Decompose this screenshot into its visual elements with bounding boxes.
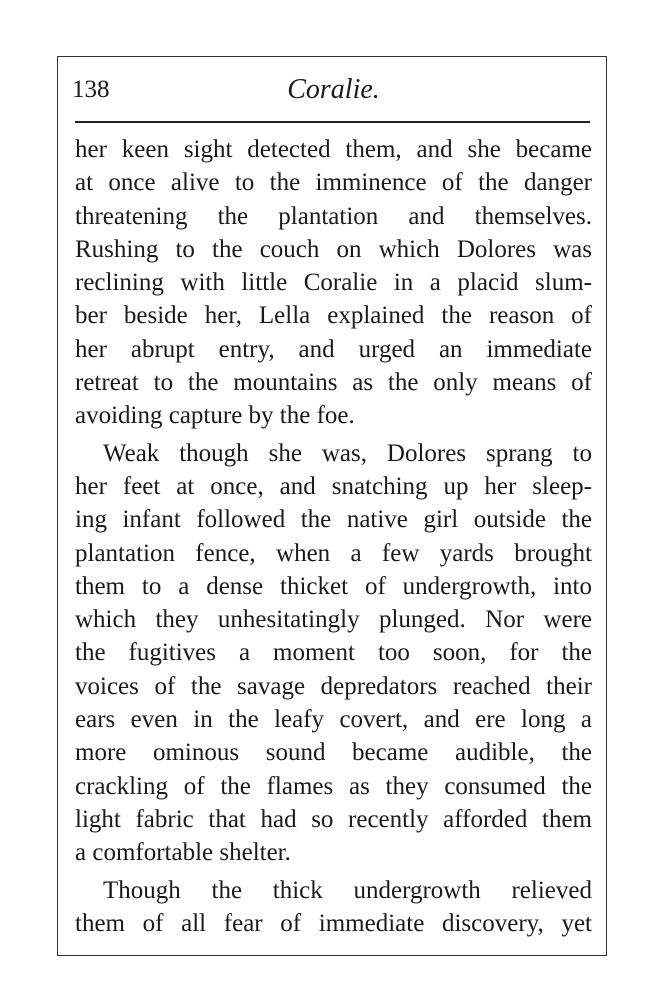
- text-line: retreat to the mountains as the only means of: [75, 369, 592, 397]
- text-line: her feet at once, and snatching up her sleep-: [75, 472, 592, 500]
- text-line: at once alive to the imminence of the danger: [75, 169, 592, 197]
- text-line: ears even in the leafy covert, and ere long a: [75, 706, 592, 734]
- header-rule: [75, 121, 590, 123]
- text-line: voices of the savage depredators reached their: [75, 672, 592, 700]
- text-line: more ominous sound became audible, the: [75, 739, 592, 767]
- body-text: [75, 133, 592, 940]
- text-line: the fugitives a moment too soon, for the: [75, 639, 592, 667]
- text-line: avoiding capture by the foe.: [75, 402, 355, 430]
- running-title: Coralie.: [287, 74, 380, 105]
- text-line: her keen sight detected them, and she became: [75, 136, 592, 163]
- paragraph: [75, 133, 592, 433]
- text-line: threatening the plantation and themselves.: [75, 202, 592, 230]
- text-line: a comfortable shelter.: [75, 839, 291, 867]
- text-line: her abrupt entry, and urged an immediate: [75, 335, 592, 363]
- text-line: ing infant followed the native girl outside the: [75, 506, 592, 534]
- text-line: Though the thick undergrowth relieved: [103, 876, 592, 904]
- text-line: which they unhesitatingly plunged. Nor were: [75, 606, 592, 634]
- text-line: Weak though she was, Dolores sprang to: [103, 439, 592, 467]
- text-line: plantation fence, when a few yards brought: [75, 539, 592, 567]
- paragraph: [75, 437, 592, 870]
- text-line: ber beside her, Lella explained the reason of: [75, 302, 592, 330]
- page-number: 138: [72, 76, 110, 103]
- paragraph: [75, 874, 592, 941]
- text-line: them to a dense thicket of undergrowth, into: [75, 572, 592, 600]
- text-line: crackling of the flames as they consumed the: [75, 772, 592, 800]
- text-line: Rushing to the couch on which Dolores was: [75, 235, 592, 263]
- text-line: light fabric that had so recently afforded them: [75, 805, 592, 833]
- text-line: them of all fear of immediate discovery, yet: [75, 909, 592, 937]
- text-line: reclining with little Coralie in a placid slum-: [75, 269, 592, 297]
